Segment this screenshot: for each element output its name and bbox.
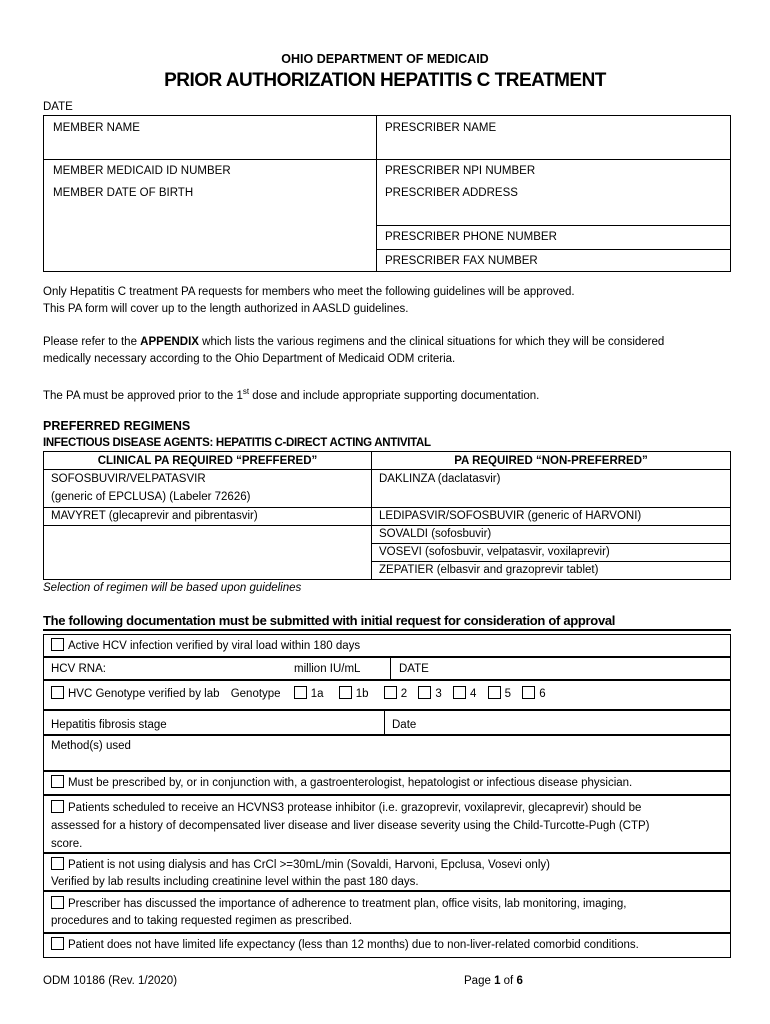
- hcv-rna-row: [43, 657, 731, 680]
- genotype-6-checkbox[interactable]: [522, 686, 535, 699]
- genotype-2-checkbox[interactable]: [384, 686, 397, 699]
- active-hcv-row: [43, 634, 731, 657]
- fibrosis-row: [43, 710, 731, 735]
- active-hcv-label: Active HCV infection verified by viral load within 180 days: [68, 640, 361, 652]
- genotype-4-checkbox[interactable]: [453, 686, 466, 699]
- genotype-3-label: 3: [435, 688, 442, 700]
- regimen-selection-note: Selection of regimen will be based upon guidelines: [43, 582, 302, 594]
- regimen-nonpreferred-5: ZEPATIER (elbasvir and grazoprevir tablet): [372, 562, 731, 580]
- prescriber-npi-field[interactable]: PRESCRIBER NPI NUMBER: [385, 165, 536, 177]
- non-preferred-column-header: PA REQUIRED “NON-PREFERRED”: [372, 452, 731, 470]
- adherence-checkbox[interactable]: [51, 896, 64, 909]
- member-dob-field[interactable]: MEMBER DATE OF BIRTH: [53, 187, 194, 199]
- hcvns3-row: [43, 795, 731, 853]
- genotype-1b-checkbox[interactable]: [339, 686, 352, 699]
- hcvns3-label-3: score.: [51, 838, 83, 850]
- preferred-regimens-heading: PREFERRED REGIMENS: [43, 419, 191, 433]
- prescribed-by-row: [43, 771, 731, 795]
- appendix-link: APPENDIX: [140, 336, 199, 348]
- hcv-rna-date-field[interactable]: DATE: [399, 663, 429, 675]
- genotype-4-label: 4: [470, 688, 477, 700]
- page-number: Page 1 of 6: [464, 975, 523, 987]
- member-name-field[interactable]: MEMBER NAME: [53, 122, 140, 134]
- documentation-heading: The following documentation must be submitted with initial request for consideration of approval: [43, 613, 616, 628]
- adherence-label-1: Prescriber has discussed the importance of adherence to treatment plan, office visits, lab monitoring, imaging,: [68, 898, 627, 910]
- million-iu-label: million IU/mL: [294, 663, 361, 675]
- genotype-row: [43, 680, 731, 710]
- prescriber-address-field[interactable]: PRESCRIBER ADDRESS: [385, 187, 518, 199]
- life-expectancy-row: [43, 933, 731, 958]
- prescriber-phone-field[interactable]: PRESCRIBER PHONE NUMBER: [385, 231, 557, 243]
- preferred-column-header: CLINICAL PA REQUIRED “PREFFERED”: [44, 452, 372, 470]
- regimen-nonpreferred-2: LEDIPASVIR/SOFOSBUVIR (generic of HARVONI): [372, 508, 731, 526]
- genotype-3-checkbox[interactable]: [418, 686, 431, 699]
- life-expectancy-checkbox[interactable]: [51, 937, 64, 950]
- regimen-preferred-1-generic: (generic of EPCLUSA) (Labeler 72626): [51, 491, 251, 503]
- active-hcv-checkbox[interactable]: [51, 638, 64, 651]
- adherence-row: [43, 891, 731, 933]
- fibrosis-stage-field[interactable]: Hepatitis fibrosis stage: [51, 719, 167, 731]
- appendix-paragraph: Please refer to the APPENDIX which lists the various regimens and the clinical situations for which they will be considered: [43, 336, 665, 348]
- approval-note: The PA must be approved prior to the 1st dose and include appropriate supporting documentation.: [43, 387, 540, 402]
- regimen-nonpreferred-1: DAKLINZA (daclatasvir): [372, 470, 731, 508]
- appendix-paragraph-line-2: medically necessary according to the Ohio Department of Medicaid ODM criteria.: [43, 353, 456, 365]
- prescriber-fax-field[interactable]: PRESCRIBER FAX NUMBER: [385, 255, 538, 267]
- prescribed-by-checkbox[interactable]: [51, 775, 64, 788]
- dialysis-checkbox[interactable]: [51, 857, 64, 870]
- dialysis-label-2: Verified by lab results including creatinine level within the past 180 days.: [51, 876, 419, 888]
- genotype-verified-label: HVC Genotype verified by lab: [68, 688, 220, 700]
- methods-used-field[interactable]: Method(s) used: [51, 740, 131, 752]
- regimens-subheading: INFECTIOUS DISEASE AGENTS: HEPATITIS C-DIRECT ACTING ANTIVITAL: [43, 437, 431, 449]
- methods-row: [43, 735, 731, 771]
- genotype-1a-label: 1a: [310, 688, 324, 700]
- department-heading: OHIO DEPARTMENT OF MEDICAID: [281, 52, 489, 66]
- life-expectancy-label: Patient does not have limited life expectancy (less than 12 months) due to non-liver-related comorbid conditions.: [68, 939, 639, 951]
- page-title: PRIOR AUTHORIZATION HEPATITIS C TREATMENT: [164, 70, 606, 91]
- prescriber-name-field[interactable]: PRESCRIBER NAME: [385, 122, 497, 134]
- genotype-verified-checkbox[interactable]: [51, 686, 64, 699]
- hcvns3-label-1: Patients scheduled to receive an HCVNS3 protease inhibitor (i.e. grazoprevir, voxilaprevir, glecaprevir) should be: [68, 802, 642, 814]
- genotype-label: Genotype: [230, 688, 281, 700]
- intro-line-1: Only Hepatitis C treatment PA requests for members who meet the following guidelines will be approved.: [43, 286, 575, 298]
- dialysis-row: [43, 853, 731, 891]
- hcvns3-label-2: assessed for a history of decompensated liver disease and liver disease severity using the Child-Turcotte-Pugh (CTP): [51, 820, 650, 832]
- hcv-rna-label[interactable]: HCV RNA:: [51, 663, 106, 675]
- date-label: DATE: [43, 101, 73, 113]
- adherence-label-2: procedures and to taking requested regimen as prescribed.: [51, 915, 353, 927]
- regimen-preferred-1: SOFOSBUVIR/VELPATASVIR: [51, 473, 206, 485]
- regimens-table: [43, 451, 731, 580]
- intro-line-2: This PA form will cover up to the length authorized in AASLD guidelines.: [43, 303, 409, 315]
- fibrosis-date-field[interactable]: Date: [392, 719, 417, 731]
- genotype-6-label: 6: [539, 688, 546, 700]
- genotype-1b-label: 1b: [355, 688, 369, 700]
- prescribed-by-label: Must be prescribed by, or in conjunction with, a gastroenterologist, hepatologist or infectious disease physician.: [68, 777, 633, 789]
- regimen-nonpreferred-3: SOVALDI (sofosbuvir): [372, 526, 731, 544]
- hcvns3-checkbox[interactable]: [51, 800, 64, 813]
- genotype-2-label: 2: [400, 688, 408, 700]
- genotype-5-label: 5: [504, 688, 512, 700]
- genotype-5-checkbox[interactable]: [488, 686, 501, 699]
- form-id: ODM 10186 (Rev. 1/2020): [43, 975, 178, 987]
- regimen-preferred-2: MAVYRET (glecaprevir and pibrentasvir): [44, 508, 372, 526]
- genotype-1a-checkbox[interactable]: [294, 686, 307, 699]
- regimen-nonpreferred-4: VOSEVI (sofosbuvir, velpatasvir, voxilaprevir): [372, 544, 731, 562]
- member-medicaid-id-field[interactable]: MEMBER MEDICAID ID NUMBER: [53, 165, 231, 177]
- dialysis-label-1: Patient is not using dialysis and has CrCl >=30mL/min (Sovaldi, Harvoni, Epclusa, Vosevi only): [68, 859, 550, 871]
